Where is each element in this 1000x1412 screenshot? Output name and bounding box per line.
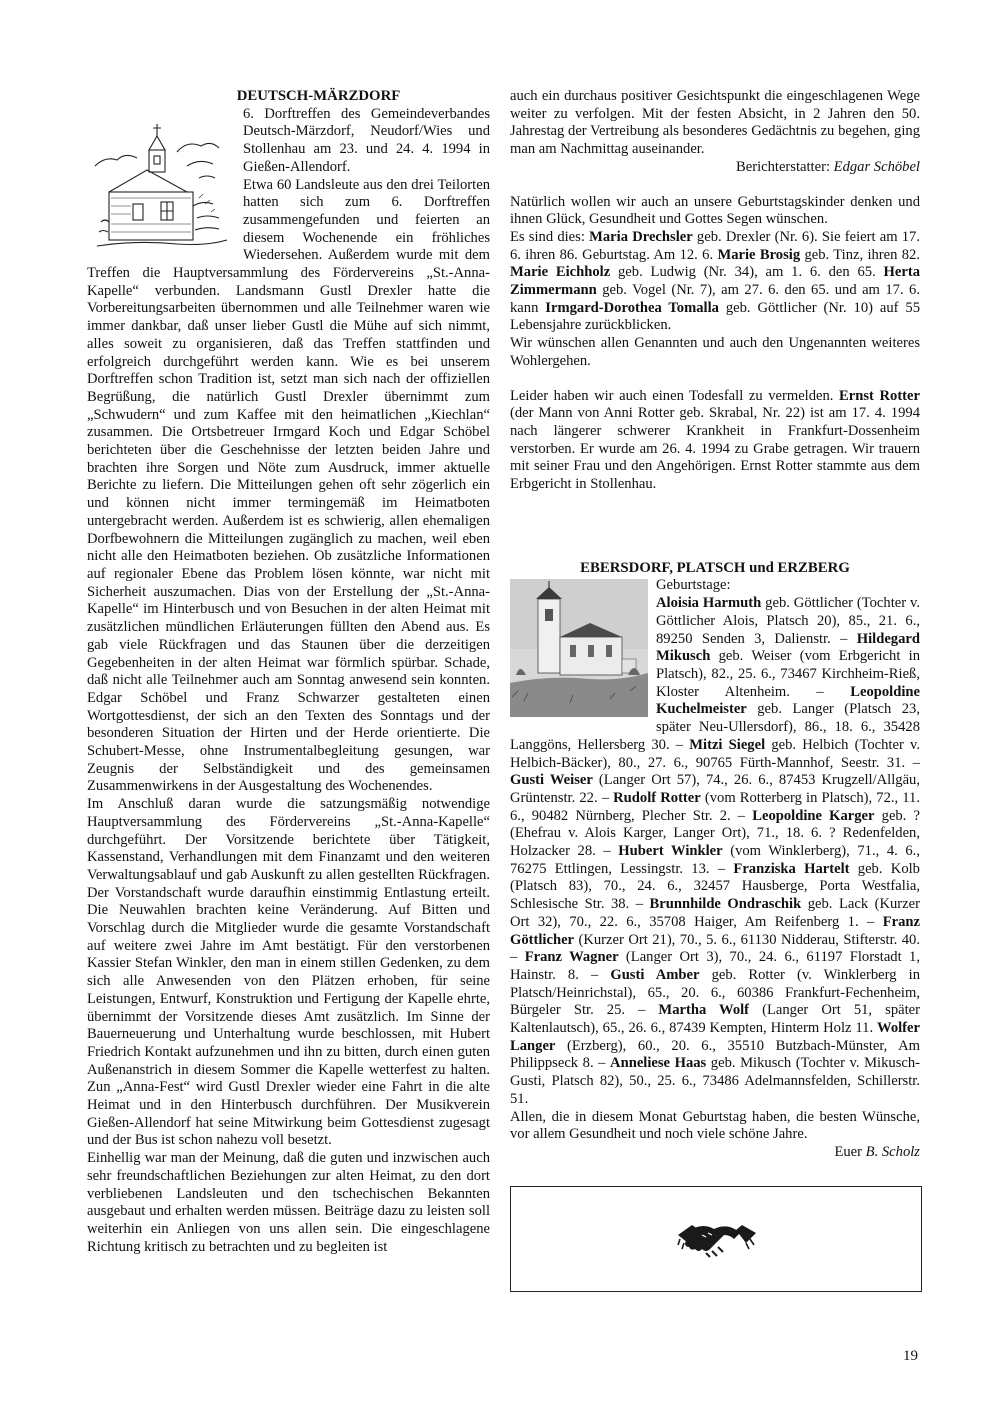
person-details: geb. Göttlicher (Tochter v. Göttlicher Alois, Platsch 20), 85., 21. 6., 89250 Senden 3, Dalienstr. – (656, 595, 920, 647)
reporter-label: Berichterstatter: (736, 158, 834, 175)
person-name: Anneliese Haas (610, 1055, 707, 1072)
person-details: geb. Lack (Kurzer Ort 32), 70., 22. 6., 35708 Haiger, Am Reifenberg 1. – (510, 896, 920, 930)
person-details: (Langer Ort 57), 74., 26. 6., 87453 Krugzell/Allgäu, Grüntenstr. 22. – (510, 772, 920, 806)
person-name: Martha Wolf (658, 1002, 750, 1019)
geburtstage-label: Geburtstage: (656, 577, 731, 594)
deceased-name: Ernst Rotter (839, 387, 920, 404)
person-details: geb. Weiser (vom Erbgericht in Platsch), 82., 25. 6., 73467 Kirchheim-Rieß, Kloster Altenheim. – (656, 648, 920, 700)
birthday-wish: Wir wünschen allen Genannten und auch den Ungenannten weiteres Wohlergehen. (510, 335, 920, 369)
obituary-paragraph (510, 388, 920, 494)
person-details: geb. Langer (Platsch 23, später Neu-Ullersdorf), 86., 18. 6., 35428 Langgöns, Hellersberg 30. – (510, 701, 920, 753)
person-details: (Erzberg), 60., 20. 6., 35510 Butzbach-Münster, Am Philippseck 8. – (510, 1037, 920, 1072)
person-name: Brunnhilde Ondraschik (649, 896, 802, 913)
person-details: geb. Kolb (Platsch 83), 70., 24. 6., 32457 Hausberge, Porta Westfalia, Schlesische Str. 38. – (510, 860, 920, 913)
chapel-sketch-illustration (87, 106, 237, 256)
paragraph-continuation: auch ein durchaus positiver Gesichtspunkt die eingeschlagenen Wege weiter zu verfolgen. Mit der festen Absicht, in 2 Jahren den 50. Jahrestag der Vertreibung als besonderes Gedächtnis zu begehen, ging man am Nachmittag auseinander. (510, 88, 920, 158)
handshake-box (510, 1186, 922, 1292)
person-details: geb. Rotter (v. Winklerberg in Platsch/Heinrichstal), 65., 20. 6., 60386 Frankfurt-Fechenheim, Bürgeler Str. 25. – (510, 966, 920, 1019)
closing-wishes: Allen, die in diesem Monat Geburtstag haben, die besten Wünsche, vor allem Gesundheit und noch viele schöne Jahre. (510, 1108, 920, 1143)
person-name: Marie Brosig (717, 246, 801, 263)
person-details: (Langer Ort 51, später Kaltenlautsch), 65., 26. 6., 87439 Kempten, Hinterm Holz 11. (510, 1002, 920, 1037)
person-details: (vom Winklerberg), 71., 4. 6., 76275 Ettlingen, Lessingstr. 13. – (510, 843, 920, 877)
birthday-list-lead: Es sind dies: (510, 228, 590, 245)
birthday-list-maerzdorf (510, 229, 920, 335)
person-name: Franz Göttlicher (510, 913, 920, 948)
signoff (510, 1144, 920, 1162)
reporter-name: Edgar Schöbel (833, 158, 920, 175)
person-name: Gusti Weiser (510, 772, 593, 789)
person-details: geb. Tinz, ihren 82. (800, 246, 920, 263)
person-details: geb. Drexler (Nr. 6). Sie feiert am 17. 6. ihren 86. Geburtstag. Am 12. 6. (510, 228, 921, 263)
birthday-intro: Natürlich wollen wir auch an unsere Geburtstagskinder denken und ihnen Glück, Gesundheit und Gottes Segen wünschen. (510, 193, 920, 228)
paragraph-dorftreffen: Etwa 60 Landsleute aus den drei Teilorten hatten sich zum 6. Dorftreffen zusammengefunden und feierten an diesem Wochenende ein fröhliches Wiedersehen. Außerdem wurde mit dem Treffen die Hauptversammlung des Fördervereins „St.-Anna-Kapelle“ verbunden. Landsmann Gustl Drexler hatte die Vorbereitungsarbeiten übernommen und alle Teilnehmer waren wie immer dankbar, daß unser lieber Gustl die Mühe auf sich nimmt, alles soweit zu organisieren, daß das Treffen stattfinden und erfolgreich durchgeführt werden kann. Wie es bei unserem Dorftreffen schon Tradition ist, setzt man sich nach der offiziellen Begrüßung, die natürlich Gustl Drexler übernimmt zum „Schwudern“ und zum Kaffee mit den heimatlichen „Kiechlan“ zusammen. Die Ortsbetreuer Irmgard Koch und Edgar Schöbel berichteten über die Geschehnisse der letzten beiden Jahre und brachten ihre Sorgen und Nöte zum Ausdruck, immer aktuelle Berichte zu liefern. Die Mitteilungen gehen oft sehr zögerlich ein und können nicht immer termingemäß im Heimatboten untergebracht werden. Außerdem ist es schwierig, allen ehemaligen Dorfbewohnern die Mitteilungen zugänglich zu machen, weil eben nicht alle den Heimatboten beziehen. Ob zusätzliche Informationen auf regionaler Ebene das Problem lösen könnte, war nicht mit Sicherheit auszumachen. Dias von der Erstellung der „St.-Anna-Kapelle“ im Hinterbusch und von Besuchen in der alten Heimat mit zusätzlichen mündlichen Erläuterungen füllten den Abend aus. Es gab viele Rückfragen und das Staunen über die derzeitigen Gegebenheiten in der alten Heimat war förmlich spürbar. Schade, daß nicht alle Teilnehmer auch am Sonntag anwesend sein konnten. Edgar Schöbel und Franz Schwarzer gestalteten einen Wortgottesdienst, der sich an den Texten des Sonntags und der besonderen Situation der Hirten und der Herde orientierte. Die Schubert-Messe, ohne Instrumentalbegleitung gesungen, war Zeugnis der Selbständigkeit und des gemeinsamen Zusammenwirkens in der Ausgestaltung des Wochenendes. (87, 176, 490, 795)
person-details: geb. Ludwig (Nr. 34), am 1. 6. den 65. (610, 264, 884, 281)
person-details: geb. Göttlicher (Nr. 10) auf 55 Lebensjahre zurückblicken. (510, 299, 920, 334)
person-details: geb. ? (Ehefrau v. Alois Karger, Langer Ort), 71., 18. 6. ? Redenfelden, Holzacker 28. – (510, 807, 920, 860)
person-details: geb. Vogel (Nr. 7), am 27. 6. den 65. und am 17. 6. kann (510, 282, 920, 316)
person-details: (vom Rotterberg in Platsch), 72., 11. 6., 90482 Nürnberg, Plecher Str. 2. – (510, 789, 920, 824)
person-name: Hildegard Mikusch (656, 630, 920, 665)
person-details: (Kurzer Ort 21), 70., 5. 6., 61130 Nidderau, Stifterstr. 40. – (510, 931, 920, 966)
reporter-line (510, 159, 920, 177)
paragraph-einhellig: Einhellig war man der Meinung, daß die guten und inzwischen auch sehr freundschaftlichen Beziehungen zur alten Heimat, zu den dort verbliebenen Landsleuten und den tschechischen Bekannten ausgebaut und erhalten werden müssen. Beiträge dazu zu leisten soll weiterhin ein Anliegen von uns allen sein. Die eingeschlagene Richtung kritisch zu betrachten und zu begleiten ist (87, 1150, 490, 1255)
person-name: Aloisia Harmuth (656, 595, 762, 612)
person-name: Mitzi Siegel (689, 736, 766, 753)
person-details: (Langer Ort 3), 70., 24. 6., 61197 Florstadt 1, Hainstr. 8. – (510, 949, 920, 983)
obituary-intro: Leider haben wir auch einen Todesfall zu vermelden. (510, 387, 840, 404)
section-heading-deutsch-maerzdorf: DEUTSCH-MÄRZDORF (236, 88, 401, 104)
handshake-icon (676, 1213, 758, 1265)
section-heading-ebersdorf: EBERSDORF, PLATSCH und ERZBERG (580, 559, 850, 576)
person-name: Herta Zimmermann (510, 264, 921, 299)
church-photo (510, 579, 648, 717)
person-name: Marie Eichholz (510, 264, 611, 281)
person-name: Leopoldine Kuchelmeister (656, 683, 920, 718)
person-name: Irmgard-Dorothea Tomalla (545, 299, 719, 316)
person-name: Franz Wagner (524, 949, 619, 966)
right-column (510, 88, 920, 1162)
paragraph-intro: 6. Dorftreffen des Gemeindeverbandes Deutsch-Märzdorf, Neudorf/Wies und Stollenhau am 23. und 24. 4. 1994 in Gießen-Allendorf. (243, 105, 490, 175)
person-name: Maria Drechsler (589, 228, 693, 245)
person-name: Leopoldine Karger (752, 807, 875, 824)
person-name: Wolfer Langer (510, 1020, 920, 1054)
signoff-name: B. Scholz (865, 1143, 920, 1160)
person-name: Gusti Amber (610, 966, 700, 983)
left-column (87, 88, 490, 1256)
person-name: Franziska Hartelt (733, 860, 850, 877)
person-details: geb. Helbich (Tochter v. Helbich-Bäcker), 80., 27. 6., 90765 Fürth-Mannhof, Seestr. 31. – (510, 736, 920, 771)
person-details: geb. Mikusch (Tochter v. Mikusch-Gusti, Platsch 82), 50., 25. 6., 73486 Adelmannsfelden, Schillerstr. 51. (510, 1055, 921, 1107)
paragraph-hauptversammlung: Im Anschluß daran wurde die satzungsmäßig notwendige Hauptversammlung des Fördervereins „St.-Anna-Kapelle“ durchgeführt. Der Vorsitzende berichtete über Tätigkeit, Kassenstand, Verhandlungen mit dem Finanzamt und den weiteren Verwaltungsablauf und gab Auskunft zu allen gestellten Rückfragen. Der Vorstandschaft wurde daraufhin einstimmig Entlastung erteilt. Die Neuwahlen brachten keine Veränderung. Auf Bitten und Vorschlag durch die Mitglieder wurde die gesamte Vorstandschaft auf weitere zwei Jahre im Amt bestätigt. Für den verstorbenen Kassier Stefan Winkler, den man in einem stillen Gedenken, zu dem sich alle Anwesenden von den Plätzen erhoben, für seine Leistungen, Entwurf, Konstruktion und Fertigung der Kapelle ehrte, übernimmt der Vorsitzende dieses Amt zusätzlich. Im Sinne der Bauerneuerung und Unterhaltung wurde beschlossen, mit Hubert Friedrich Kontakt aufzunehmen und ihn zu bitten, durch einen guten Außenanstrich in diesem Sommer die Kapelle wetterfest zu halten. Zun „Anna-Fest“ wird Gustl Drexler wieder eine Fahrt in die alte Heimat und in den Hinterbusch durchführen. Der Musikverein Gießen-Allendorf hat seine Mitwirkung beim Gottesdienst zugesagt und der Bus ist schon nahezu voll besetzt. (87, 796, 490, 1149)
obituary-text: (der Mann von Anni Rotter geb. Skrabal, Nr. 22) ist am 17. 4. 1994 nach längerer schwerer Krankheit in Frankfurt-Dossenheim verstorben. Er wurde am 26. 4. 1994 zu Grabe getragen. Wir trauern mit seiner Frau und den Angehörigen. Ernst Rotter stammte aus dem Erbgericht in Stollenhau. (510, 405, 920, 493)
page-number: 19 (903, 1348, 918, 1364)
person-name: Hubert Winkler (618, 843, 723, 860)
person-name: Rudolf Rotter (613, 789, 701, 806)
signoff-prefix: Euer (834, 1143, 866, 1160)
